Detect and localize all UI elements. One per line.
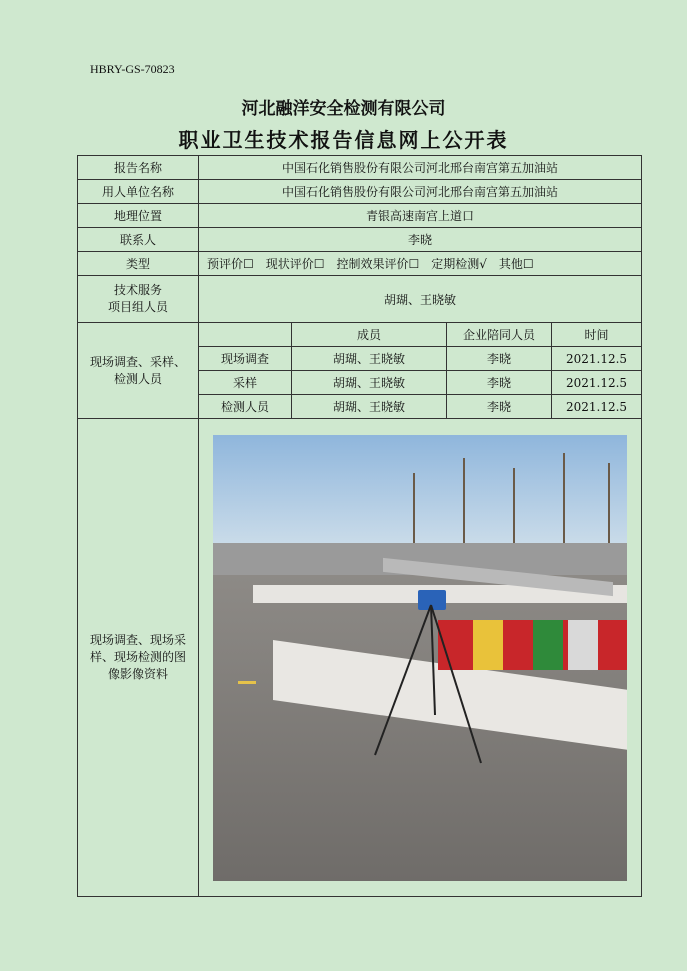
location-value: 青银高速南宫上道口	[199, 204, 642, 228]
row-type	[78, 252, 642, 276]
row-photo	[78, 419, 642, 897]
survey-row-escort: 李晓	[447, 371, 552, 395]
survey-header-date: 时间	[552, 323, 642, 347]
photo-tree	[463, 458, 465, 543]
survey-row-item: 采样	[199, 371, 292, 395]
contact-value: 李晓	[199, 228, 642, 252]
contact-label: 联系人	[78, 228, 199, 252]
survey-header-member: 成员	[292, 323, 447, 347]
team-label-line2: 项目组人员	[107, 300, 168, 314]
survey-label-line1: 现场调查、采样、	[89, 354, 186, 369]
photo-label-line1: 现场调查、现场采	[89, 633, 186, 647]
survey-row-date: 2021.12.5	[552, 371, 642, 395]
survey-row-item: 检测人员	[199, 395, 292, 419]
team-label	[78, 276, 199, 323]
disclosure-table	[77, 155, 642, 897]
row-team	[78, 276, 642, 323]
location-label: 地理位置	[78, 204, 199, 228]
survey-row-date: 2021.12.5	[552, 395, 642, 419]
site-photo	[213, 435, 627, 881]
survey-row-item: 现场调查	[199, 347, 292, 371]
survey-row-member: 胡瑚、王晓敏	[292, 371, 447, 395]
survey-row-escort: 李晓	[447, 347, 552, 371]
report-name-value: 中国石化销售股份有限公司河北邢台南宫第五加油站	[199, 156, 642, 180]
row-contact	[78, 228, 642, 252]
survey-header-row	[78, 323, 642, 347]
survey-label-line2: 检测人员	[113, 371, 162, 386]
survey-header-blank	[199, 323, 292, 347]
photo-tree	[513, 468, 515, 543]
employer-value: 中国石化销售股份有限公司河北邢台南宫第五加油站	[199, 180, 642, 204]
photo-tree	[608, 463, 610, 543]
type-label: 类型	[78, 252, 199, 276]
row-report-name	[78, 156, 642, 180]
survey-row-member: 胡瑚、王晓敏	[292, 395, 447, 419]
row-employer	[78, 180, 642, 204]
photo-tripod	[373, 595, 483, 765]
type-value: 预评价☐ 现状评价☐ 控制效果评价☐ 定期检测√ 其他☐	[199, 252, 642, 276]
photo-tree	[413, 473, 415, 543]
survey-label	[78, 323, 199, 419]
report-name-label: 报告名称	[78, 156, 199, 180]
organization-name: 河北融洋安全检测有限公司	[241, 99, 446, 119]
team-value: 胡瑚、王晓敏	[199, 276, 642, 323]
photo-label	[78, 419, 199, 897]
employer-label: 用人单位名称	[78, 180, 199, 204]
survey-row-member: 胡瑚、王晓敏	[292, 347, 447, 371]
page-title: 职业卫生技术报告信息网上公开表	[178, 128, 509, 152]
photo-tree	[563, 453, 565, 543]
survey-row-date: 2021.12.5	[552, 347, 642, 371]
photo-road-marking	[238, 681, 256, 684]
photo-label-line2: 样、现场检测的图	[89, 650, 186, 664]
survey-row-escort: 李晓	[447, 395, 552, 419]
team-label-line1: 技术服务	[113, 283, 162, 297]
row-location	[78, 204, 642, 228]
survey-header-escort: 企业陪同人员	[447, 323, 552, 347]
document-number: HBRY-GS-70823	[90, 62, 175, 76]
photo-label-line3: 像影像资料	[107, 667, 168, 681]
photo-cell	[199, 419, 642, 897]
